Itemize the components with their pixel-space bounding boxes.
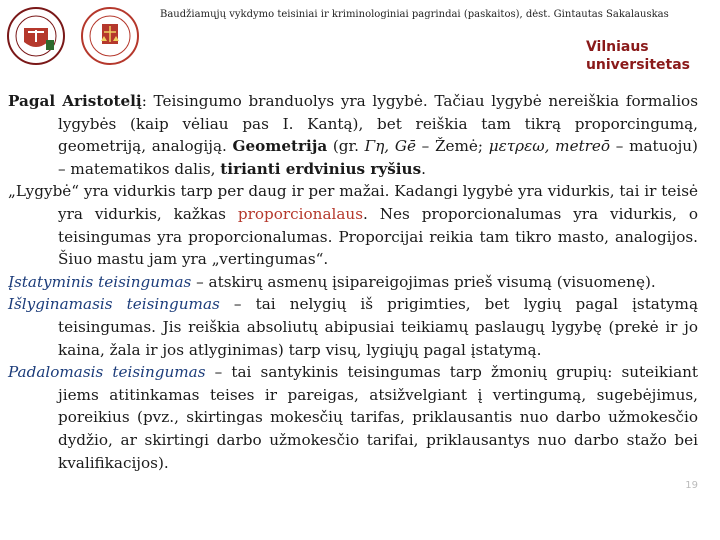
paragraph-lead: Įstatyminis teisingumas (8, 272, 192, 291)
brand-line-2: universitetas (585, 57, 690, 73)
paragraph-aristotle (8, 90, 698, 180)
university-seal-icon (6, 6, 66, 66)
term-greek-metreo: μετρεω, metreō (488, 137, 611, 156)
term-proportional: proporcionalaus (237, 204, 363, 223)
brand-line-1: Vilniaus (585, 39, 649, 55)
paragraph-distributive-justice (8, 361, 698, 474)
text-segment: . Nes proporcionalumas yra vidurkis, o teisingumas yra proporcionalumas. Proporcijai reikia tam tikro masto, analogijos. Šiuo mastu jam yra „vertingumas“. (58, 204, 698, 269)
text-segment: – atskirų asmenų įsipareigojimas prieš visumą (visuomenę). (191, 272, 656, 291)
text-segment: . (421, 159, 426, 178)
text-segment: : Teisingumo branduolys yra lygybė. Tačiau lygybė nereiškia formalios lygybės (kaip vėliau pas I. Kantą), bet reiškia tam tikrą proporcingumą, geometriją, analogiją. (58, 92, 698, 156)
paragraph-lead: Pagal Aristotelį (8, 92, 142, 110)
page-number: 19 (685, 480, 698, 491)
term-spatial-relations: tirianti erdvinius ryšius (220, 159, 422, 178)
faculty-seal-icon (80, 6, 140, 66)
header-course-title: Baudžiamųjų vykdymo teisiniai ir kriminologiniai pagrindai (paskaitos), dėst. Gintautas Sakalauskas (160, 9, 669, 20)
slide-header (0, 0, 720, 84)
text-segment: – tai santykinis teisingumas tarp žmonių grupių: suteikiant jiems atitinkamas teises ir pareigas, atsižvelgiant į vertingumą, sugebėjimus, poreikius (pvz., skirtingas mokesčių tarifas, priklausantis nuo darbo užmokesčio dydžio, ar skirtingi darbo užmokesčio tarifai, priklausantys nuo darbo stažo bei kvalifikacijos). (58, 363, 699, 472)
text-segment: – tai nelygių iš prigimties, bet lygių pagal įstatymą teisingumas. Jis reiškia absoliutų abipusiai teikiamų paslaugų lygybę (prekė ir jo kaina, žala ir jos atlyginimas) tarp visų, lygiųjų pagal įstatymą. (58, 295, 698, 359)
paragraph-equalizing-justice (8, 293, 698, 361)
text-segment: (gr. (327, 137, 365, 156)
term-geometry: Geometrija (232, 137, 328, 156)
paragraph-lead: Išlyginamasis teisingumas (8, 295, 220, 314)
paragraph-equality (8, 180, 698, 270)
paragraph-lead: Padalomasis teisingumas (8, 363, 206, 382)
slide-body (8, 90, 698, 474)
brand-logo (586, 38, 690, 74)
term-greek-ge: Γη, Gē (364, 137, 416, 156)
text-segment: „Lygybė“ yra vidurkis tarp per daug ir per mažai. Kadangi lygybė yra vidurkis, tai ir teisė yra vidurkis, kažkas (8, 182, 698, 223)
paragraph-legal-justice (8, 271, 698, 294)
text-segment: – matuoju) – matematikos dalis, (58, 137, 698, 178)
text-segment: – Žemė; (415, 137, 489, 156)
